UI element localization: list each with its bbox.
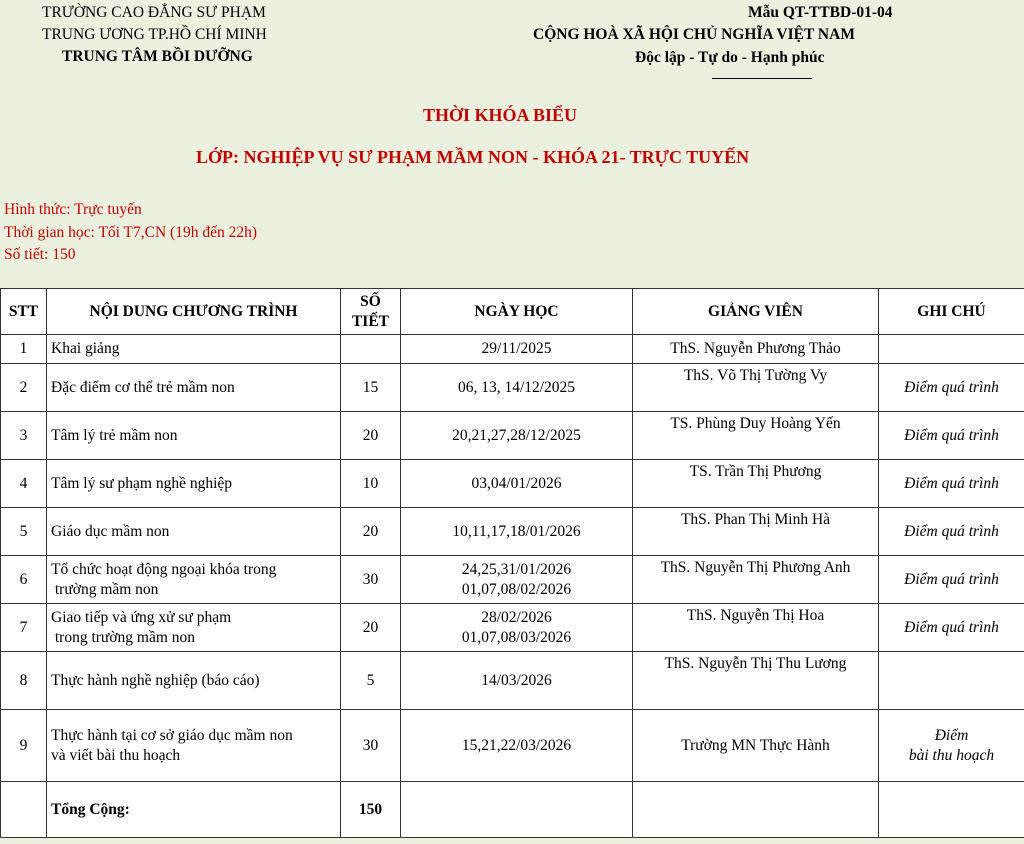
- row-teacher: ThS. Võ Thị Tường Vy: [633, 364, 879, 412]
- row-teacher: ThS. Nguyễn Thị Hoa: [633, 604, 879, 652]
- total-teacher-cell: [633, 782, 879, 838]
- row-teacher: ThS. Phan Thị Minh Hà: [633, 508, 879, 556]
- row-periods: 20: [341, 604, 401, 652]
- row-dates: 03,04/01/2026: [401, 460, 633, 508]
- row-periods: 5: [341, 652, 401, 710]
- table-row: [1, 460, 1024, 508]
- row-teacher: ThS. Nguyễn Phương Thảo: [633, 335, 879, 364]
- row-stt: 7: [1, 604, 47, 652]
- row-dates: 14/03/2026: [401, 652, 633, 710]
- row-stt: 5: [1, 508, 47, 556]
- header-content: NỘI DUNG CHƯƠNG TRÌNH: [47, 289, 341, 335]
- school-name-line2: TRUNG ƯƠNG TP.HỒ CHÍ MINH: [42, 26, 267, 43]
- row-dates: 24,25,31/01/2026 01,07,08/02/2026: [401, 556, 633, 604]
- header-teacher: GIẢNG VIÊN: [633, 289, 879, 335]
- total-label: Tổng Cộng:: [47, 782, 341, 838]
- row-content: Tâm lý trẻ mầm non: [47, 412, 341, 460]
- table-row: [1, 710, 1024, 782]
- row-note: [879, 652, 1024, 710]
- total-row: [1, 782, 1024, 838]
- row-note: Điểm quá trình: [879, 412, 1024, 460]
- table-row: [1, 412, 1024, 460]
- table-header-row: [1, 289, 1024, 335]
- row-stt: 4: [1, 460, 47, 508]
- row-content: Thực hành nghề nghiệp (báo cáo): [47, 652, 341, 710]
- row-stt: 1: [1, 335, 47, 364]
- header-note: GHI CHÚ: [879, 289, 1024, 335]
- total-dates-cell: [401, 782, 633, 838]
- page-title: THỜI KHÓA BIỂU: [423, 105, 578, 125]
- info-periods: Số tiết: 150: [4, 246, 76, 263]
- row-dates: 28/02/2026 01,07,08/03/2026: [401, 604, 633, 652]
- row-note: Điểm quá trình: [879, 364, 1024, 412]
- row-note: Điểm quá trình: [879, 508, 1024, 556]
- center-name: TRUNG TÂM BỒI DƯỠNG: [62, 48, 253, 65]
- row-periods: 20: [341, 412, 401, 460]
- row-teacher: TS. Phùng Duy Hoàng Yến: [633, 412, 879, 460]
- header-dates: NGÀY HỌC: [401, 289, 633, 335]
- row-content: Tâm lý sư phạm nghề nghiệp: [47, 460, 341, 508]
- table-row: [1, 364, 1024, 412]
- table-row: [1, 652, 1024, 710]
- row-stt: 8: [1, 652, 47, 710]
- motto-underline: [712, 78, 812, 79]
- table-row: [1, 335, 1024, 364]
- header-periods: SỐ TIẾT: [341, 289, 401, 335]
- row-dates: 29/11/2025: [401, 335, 633, 364]
- row-dates: 10,11,17,18/01/2026: [401, 508, 633, 556]
- row-dates: 20,21,27,28/12/2025: [401, 412, 633, 460]
- row-teacher: ThS. Nguyễn Thị Phương Anh: [633, 556, 879, 604]
- row-stt: 2: [1, 364, 47, 412]
- row-dates: 15,21,22/03/2026: [401, 710, 633, 782]
- row-content: Giao tiếp và ứng xử sư phạm trong trường mầm non: [47, 604, 341, 652]
- table-row: [1, 508, 1024, 556]
- row-periods: [341, 335, 401, 364]
- timetable: [0, 288, 1024, 838]
- row-note: Điểm bài thu hoạch: [879, 710, 1024, 782]
- row-content: Giáo dục mầm non: [47, 508, 341, 556]
- row-periods: 30: [341, 710, 401, 782]
- class-title: LỚP: NGHIỆP VỤ SƯ PHẠM MẦM NON - KHÓA 21- TRỰC TUYẾN: [196, 147, 750, 167]
- row-note: Điểm quá trình: [879, 556, 1024, 604]
- form-code: Mẫu QT-TTBD-01-04: [748, 4, 893, 21]
- row-note: Điểm quá trình: [879, 604, 1024, 652]
- info-format: Hình thức: Trực tuyến: [4, 201, 142, 218]
- row-note: Điểm quá trình: [879, 460, 1024, 508]
- row-stt: 9: [1, 710, 47, 782]
- info-time: Thời gian học: Tối T7,CN (19h đến 22h): [4, 224, 258, 241]
- row-periods: 20: [341, 508, 401, 556]
- nation-motto: Độc lập - Tự do - Hạnh phúc: [635, 49, 825, 66]
- row-stt: 6: [1, 556, 47, 604]
- row-dates: 06, 13, 14/12/2025: [401, 364, 633, 412]
- table-row: [1, 604, 1024, 652]
- row-content: Tổ chức hoạt động ngoại khóa trong trường mầm non: [47, 556, 341, 604]
- row-content: Khai giảng: [47, 335, 341, 364]
- row-stt: 3: [1, 412, 47, 460]
- table-row: [1, 556, 1024, 604]
- row-periods: 10: [341, 460, 401, 508]
- total-periods: 150: [341, 782, 401, 838]
- row-content: Đặc điểm cơ thể trẻ mầm non: [47, 364, 341, 412]
- total-note-cell: [879, 782, 1024, 838]
- row-teacher: Trường MN Thực Hành: [633, 710, 879, 782]
- nation-title: CỘNG HOÀ XÃ HỘI CHỦ NGHĨA VIỆT NAM: [533, 26, 855, 43]
- row-note: [879, 335, 1024, 364]
- row-periods: 30: [341, 556, 401, 604]
- school-name-line1: TRƯỜNG CAO ĐẲNG SƯ PHẠM: [42, 4, 266, 21]
- row-teacher: TS. Trần Thị Phương: [633, 460, 879, 508]
- row-teacher: ThS. Nguyễn Thị Thu Lương: [633, 652, 879, 710]
- row-periods: 15: [341, 364, 401, 412]
- total-stt-cell: [1, 782, 47, 838]
- row-content: Thực hành tại cơ sở giáo dục mầm non và viết bài thu hoạch: [47, 710, 341, 782]
- header-stt: STT: [1, 289, 47, 335]
